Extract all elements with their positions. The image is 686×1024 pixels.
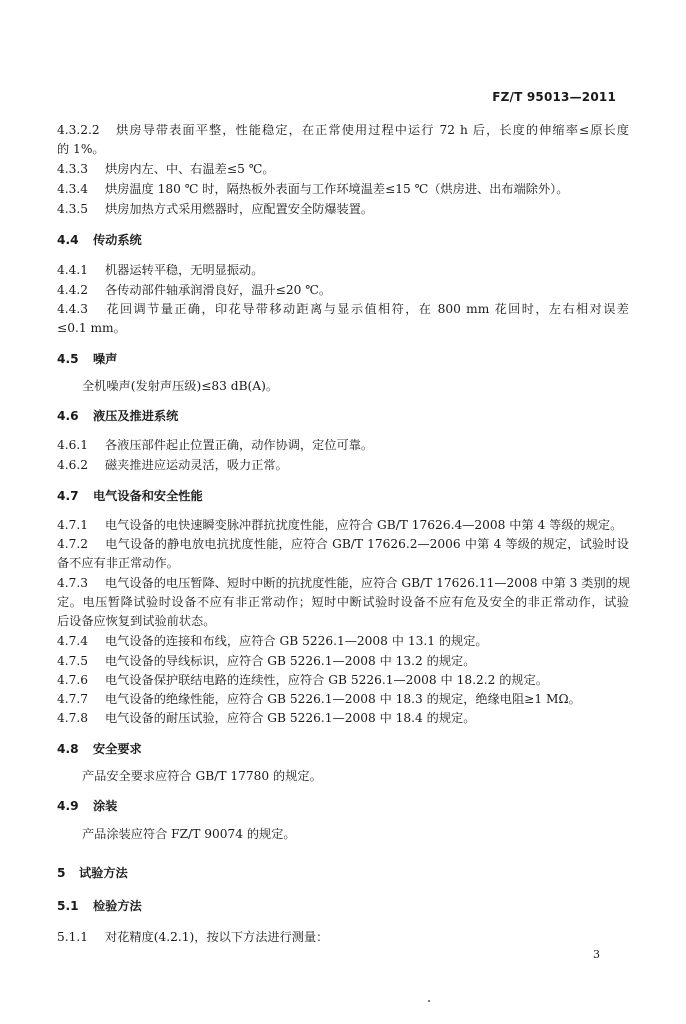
clause-number: 4.7.7 <box>57 692 89 706</box>
clause-text: 定。电压暂降试验时设备不应有非正常动作；短时中断试验时设备不应有危及安全的非正常动作，试验 <box>57 595 629 609</box>
clause-number: 4.7.4 <box>57 634 89 648</box>
clause-number: 4.4.3 <box>57 302 89 316</box>
section-number: 4.7 <box>57 489 79 503</box>
clause-text: 产品涂装应符合 FZ/T 90074 的规定。 <box>82 827 296 841</box>
section-title: 检验方法 <box>93 899 142 913</box>
clause-4-4-3-cont <box>57 320 629 336</box>
clause-number: 4.4.2 <box>57 283 89 297</box>
clause-4-4-1 <box>57 262 629 278</box>
section-title: 电气设备和安全性能 <box>93 489 203 503</box>
clause-text: 电气设备保护联结电路的连续性，应符合 GB 5226.1—2008 中 18.2.2 的规定。 <box>105 673 548 687</box>
clause-text: 对花精度(4.2.1)，按以下方法进行测量： <box>105 930 329 944</box>
clause-4-4-3 <box>57 301 629 317</box>
page-number: 3 <box>593 948 600 961</box>
clause-text: ≤0.1 mm。 <box>57 321 126 335</box>
section-title: 涂装 <box>93 799 118 813</box>
clause-4-7-2-cont <box>57 555 629 571</box>
section-heading-4-9 <box>57 798 629 814</box>
section-number: 4.4 <box>57 233 79 247</box>
section-heading-5-1 <box>57 898 629 914</box>
clause-number: 4.7.3 <box>57 576 89 590</box>
clause-4-7-2 <box>57 536 629 552</box>
clause-4-7-3-cont <box>57 594 629 610</box>
section-number: 4.8 <box>57 742 79 756</box>
section-number: 4.5 <box>57 352 79 366</box>
clause-number: 4.7.2 <box>57 537 89 551</box>
clause-4-7-7 <box>57 691 629 707</box>
section-number: 4.9 <box>57 799 79 813</box>
clause-text: 各液压部件起止位置正确，动作协调，定位可靠。 <box>105 438 374 452</box>
clause-text: 各传动部件轴承润滑良好，温升≤20 ℃。 <box>105 283 332 297</box>
clause-text: 烘房内左、中、右温差≤5 ℃。 <box>105 162 275 176</box>
chapter-title: 试验方法 <box>79 866 128 880</box>
clause-text: 的 1%。 <box>57 142 105 156</box>
clause-number: 4.4.1 <box>57 263 89 277</box>
clause-4-7-6 <box>57 672 629 688</box>
clause-text: 烘房温度 180 ℃ 时，隔热板外表面与工作环境温差≤15 ℃（烘房进、出布端除外）。 <box>105 182 569 196</box>
scan-speck <box>428 1000 430 1002</box>
clause-4-7-8 <box>57 710 629 726</box>
section-number: 5.1 <box>57 899 79 913</box>
paragraph-safety <box>82 768 654 784</box>
clause-text: 电气设备的电压暂降、短时中断的抗扰度性能，应符合 GB/T 17626.11—2008 中第 3 类别的规 <box>105 576 631 590</box>
clause-4-3-2-2-cont <box>57 141 629 157</box>
section-heading-4-4 <box>57 232 629 248</box>
section-heading-4-5 <box>57 351 629 367</box>
clause-4-3-5 <box>57 201 629 217</box>
chapter-number: 5 <box>57 866 66 880</box>
clause-number: 4.3.3 <box>57 162 89 176</box>
clause-4-7-4 <box>57 633 629 649</box>
clause-number: 4.7.1 <box>57 518 89 532</box>
clause-number: 4.7.6 <box>57 673 89 687</box>
clause-text: 电气设备的耐压试验，应符合 GB 5226.1—2008 中 18.4 的规定。 <box>105 711 476 725</box>
section-heading-4-8 <box>57 741 629 757</box>
clause-4-7-3-cont2 <box>57 613 629 629</box>
clause-number: 4.6.2 <box>57 458 89 472</box>
paragraph-coating <box>82 826 654 842</box>
clause-number: 4.3.4 <box>57 182 89 196</box>
clause-4-3-2-2 <box>57 122 629 138</box>
clause-number: 4.7.5 <box>57 654 89 668</box>
clause-4-6-1 <box>57 437 629 453</box>
clause-4-3-3 <box>57 161 629 177</box>
standard-code: FZ/T 95013—2011 <box>492 90 616 104</box>
clause-text: 电气设备的连接和布线，应符合 GB 5226.1—2008 中 13.1 的规定。 <box>105 634 488 648</box>
clause-4-7-3 <box>57 575 629 591</box>
section-title: 安全要求 <box>93 742 142 756</box>
clause-text: 机器运转平稳，无明显振动。 <box>105 263 264 277</box>
clause-text: 产品安全要求应符合 GB/T 17780 的规定。 <box>82 769 322 783</box>
clause-text: 烘房导带表面平整，性能稳定，在正常使用过程中运行 72 h 后，长度的伸缩率≤原长度 <box>115 123 629 137</box>
clause-4-7-1 <box>57 517 629 533</box>
clause-4-3-4 <box>57 181 629 197</box>
clause-number: 5.1.1 <box>57 930 89 944</box>
paragraph-noise <box>82 378 654 394</box>
clause-number: 4.3.5 <box>57 202 89 216</box>
clause-4-6-2 <box>57 457 629 473</box>
clause-text: 后设备应恢复到试验前状态。 <box>57 614 216 628</box>
section-heading-4-7 <box>57 488 629 504</box>
section-title: 液压及推进系统 <box>93 409 179 423</box>
clause-text: 花回调节量正确，印花导带移动距离与显示值相符，在 800 mm 花回时，左右相对误差 <box>105 302 629 316</box>
clause-text: 烘房加热方式采用燃器时，应配置安全防爆装置。 <box>105 202 374 216</box>
chapter-heading-5 <box>57 865 629 881</box>
clause-number: 4.7.8 <box>57 711 89 725</box>
section-title: 传动系统 <box>93 233 142 247</box>
clause-text: 全机噪声(发射声压级)≤83 dB(A)。 <box>82 379 279 393</box>
section-title: 噪声 <box>93 352 118 366</box>
clause-number: 4.6.1 <box>57 438 89 452</box>
clause-text: 备不应有非正常动作。 <box>57 556 179 570</box>
clause-text: 电气设备的导线标识，应符合 GB 5226.1—2008 中 13.2 的规定。 <box>105 654 476 668</box>
section-heading-4-6 <box>57 408 629 424</box>
clause-text: 电气设备的绝缘性能，应符合 GB 5226.1—2008 中 18.3 的规定，绝缘电阻≥1 MΩ。 <box>105 692 581 706</box>
clause-text: 电气设备的电快速瞬变脉冲群抗扰度性能，应符合 GB/T 17626.4—2008 中第 4 等级的规定。 <box>105 518 623 532</box>
clause-number: 4.3.2.2 <box>57 123 100 137</box>
clause-4-7-5 <box>57 653 629 669</box>
clause-text: 磁夹推进应运动灵活，吸力正常。 <box>105 458 288 472</box>
section-number: 4.6 <box>57 409 79 423</box>
clause-5-1-1 <box>57 929 629 945</box>
clause-4-4-2 <box>57 282 629 298</box>
clause-text: 电气设备的静电放电抗扰度性能，应符合 GB/T 17626.2—2006 中第 4 等级的规定，试验时设 <box>105 537 629 551</box>
